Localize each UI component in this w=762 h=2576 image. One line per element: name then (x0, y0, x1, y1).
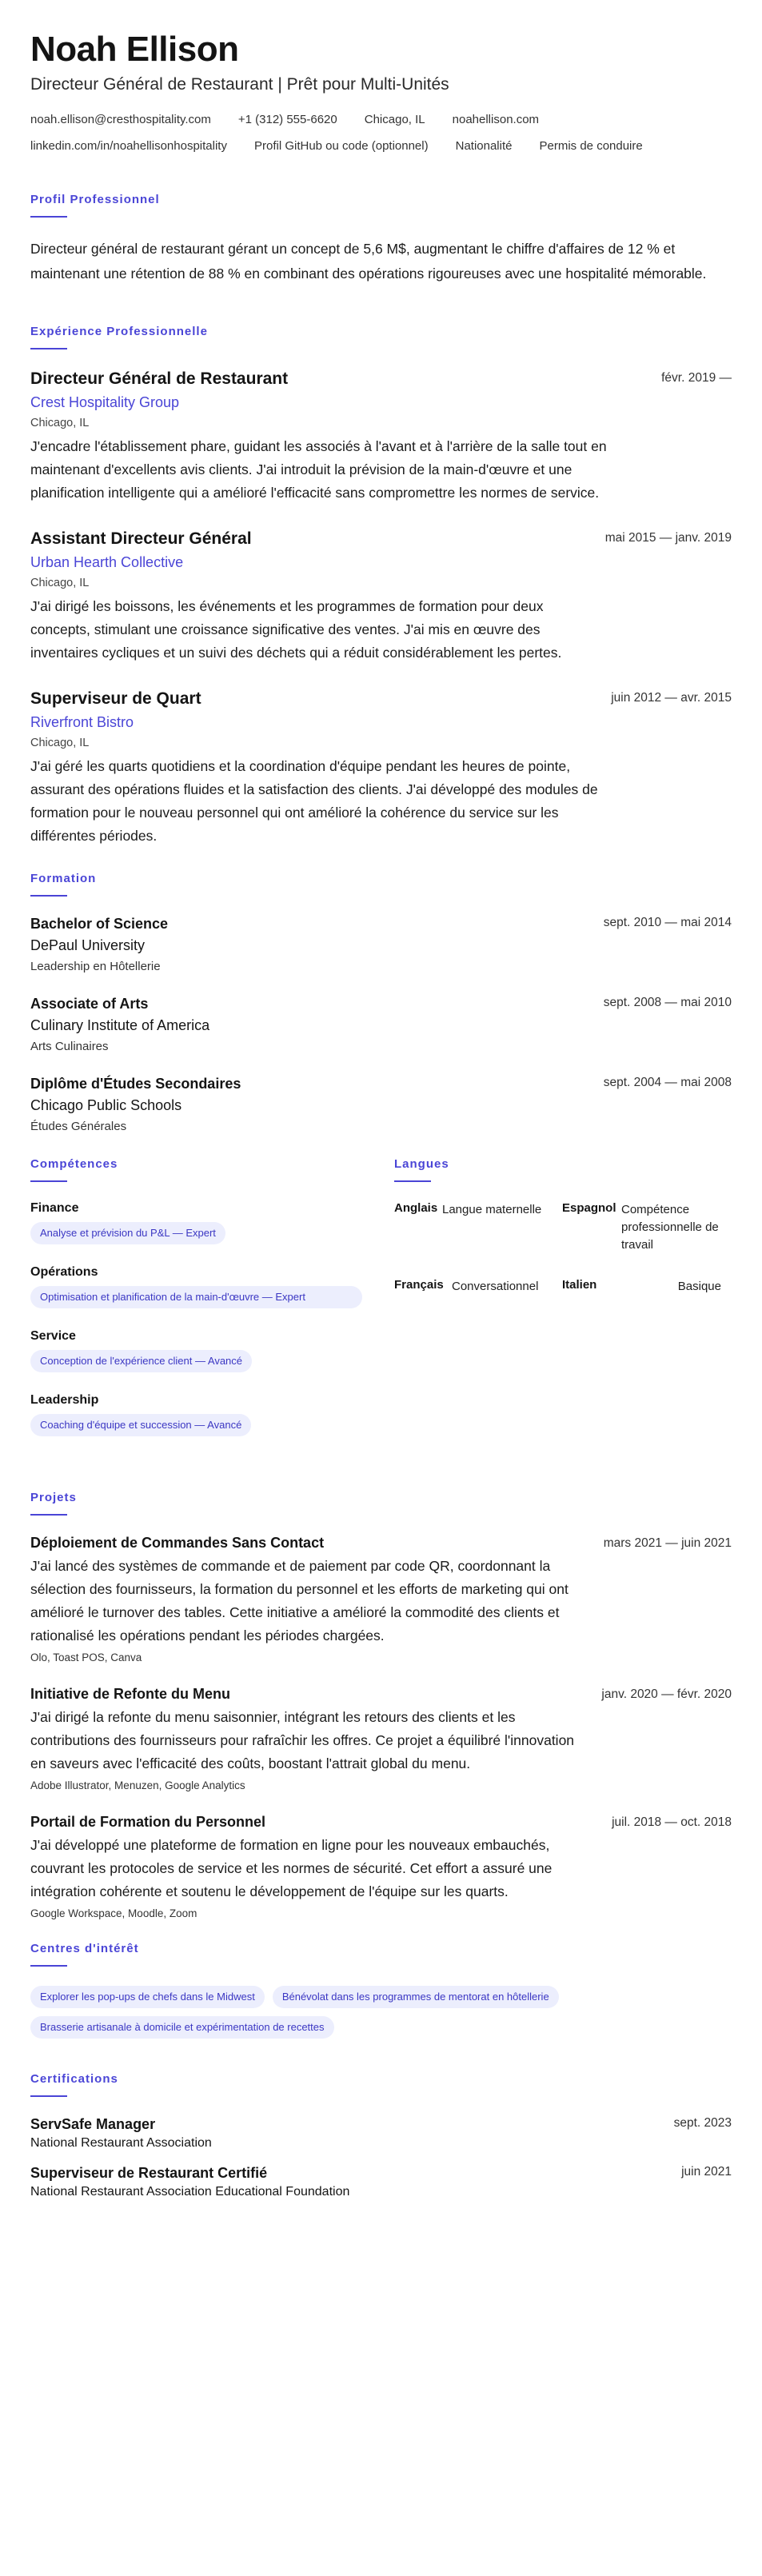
education-dates: sept. 2010 — mai 2014 (603, 916, 732, 929)
language-name: Français (394, 1278, 444, 1292)
job-description: J'ai dirigé les boissons, les événements et les programmes de formation pour deux concepts, stimulant une croissance significative des ventes. J'ai mis en œuvre des inventaires cycliques et un suivi des déchets qui a réduit considérablement les pertes. (30, 598, 562, 661)
contact-email[interactable]: noah.ellison@cresthospitality.com (30, 113, 211, 126)
project-tech: Olo, Toast POS, Canva (30, 1651, 142, 1663)
language-level: Langue maternelle (442, 1203, 542, 1216)
project-description: J'ai lancé des systèmes de commande et de paiement par code QR, coordonnant la sélection des fournisseurs, la formation du personnel et les efforts de marketing qui ont amélioré le turnover des tables. Cette initiative a amélioré la commodité des clients et rationalisé les opérations pendant les périodes chargées. (30, 1558, 569, 1643)
job-title: Directeur Général de Restaurant (30, 369, 289, 388)
languages-section (394, 1157, 732, 1457)
job-location: Chicago, IL (30, 417, 90, 429)
certification-issuer: National Restaurant Association Educational Foundation (30, 2185, 350, 2199)
company-name: Urban Hearth Collective (30, 554, 184, 570)
job-description: J'ai géré les quarts quotidiens et la coordination d'équipe pendant les heures de pointe, assurant des opérations fluides et la satisfaction des clients. J'ai développé des modules de formation pour le nouveau personnel qui ont amélioré la cohérence du service sur les différentes périodes. (30, 758, 598, 844)
interest-pill: Explorer les pop-ups de chefs dans le Midwest (30, 1986, 265, 2008)
profile-section (30, 193, 732, 286)
education-entry (30, 1076, 732, 1133)
degree: Associate of Arts (30, 996, 149, 1012)
language-level: Conversationnel (452, 1280, 539, 1293)
profile-summary: Directeur général de restaurant gérant un concept de 5,6 M$, augmentant le chiffre d'affaires de 12 % et maintenant une rétention de 88 % en combinant des opérations rigoureuses avec une hospitalité mémorable. (30, 241, 707, 282)
field-of-study: Études Générales (30, 1120, 127, 1133)
skills-languages-row (30, 1157, 732, 1457)
contact-location: Chicago, IL (364, 113, 425, 126)
skill-category: Finance (30, 1201, 79, 1215)
project-description: J'ai dirigé la refonte du menu saisonnier, intégrant les retours des clients et les contributions des fournisseurs pour rafraîchir les offres. Ce projet a équilibré l'innovation en saveurs avec l'efficacité des coûts, boostant l'attrait global du menu. (30, 1709, 575, 1771)
skill-category: Opérations (30, 1265, 98, 1279)
project-entry (30, 1814, 732, 1919)
certifications-section (30, 2072, 732, 2199)
section-title: Expérience Professionnelle (30, 325, 208, 338)
interest-pill: Bénévolat dans les programmes de mentorat en hôtellerie (273, 1986, 559, 2008)
degree: Diplôme d'Études Secondaires (30, 1076, 241, 1092)
contact-website[interactable]: noahellison.com (452, 113, 540, 126)
projects-section (30, 1491, 732, 1919)
languages-grid (394, 1201, 732, 1296)
section-divider (30, 895, 67, 897)
section-divider (30, 1180, 67, 1182)
section-title: Formation (30, 872, 97, 885)
school-name: Chicago Public Schools (30, 1097, 182, 1113)
section-title: Compétences (30, 1157, 118, 1171)
candidate-name: Noah Ellison (30, 30, 239, 69)
certification-name: ServSafe Manager (30, 2116, 156, 2132)
skill-group (30, 1329, 394, 1372)
language-name: Espagnol (562, 1201, 616, 1215)
contact-github[interactable]: Profil GitHub ou code (optionnel) (253, 139, 429, 153)
certification-date: juin 2021 (681, 2165, 732, 2179)
contact-linkedin[interactable]: linkedin.com/in/noahellisonhospitality (30, 139, 227, 153)
education-entry (30, 996, 732, 1053)
field-of-study: Leadership en Hôtellerie (30, 960, 161, 973)
school-name: DePaul University (30, 937, 146, 953)
section-title: Projets (30, 1491, 77, 1504)
language-level: Basique (677, 1280, 721, 1293)
headline: Directeur Général de Restaurant | Prêt pour Multi-Unités (30, 75, 449, 94)
contact-nationality: Nationalité (455, 139, 513, 153)
education-entry (30, 916, 732, 973)
language-name: Anglais (394, 1201, 438, 1215)
job-title: Assistant Directeur Général (30, 529, 252, 548)
language-level: Compétence professionnelle de travail (621, 1203, 719, 1252)
section-divider (394, 1180, 431, 1182)
interest-pill: Brasserie artisanale à domicile et expérimentation de recettes (30, 2016, 334, 2039)
project-entry (30, 1686, 732, 1791)
skills-section (30, 1157, 394, 1457)
education-section (30, 872, 732, 1133)
section-divider (30, 1965, 67, 1967)
section-divider (30, 348, 67, 349)
skill-pill: Analyse et prévision du P&L — Expert (30, 1222, 225, 1244)
job-dates: févr. 2019 — (661, 371, 732, 385)
project-dates: janv. 2020 — févr. 2020 (601, 1687, 732, 1701)
experience-entry (30, 689, 732, 848)
interests-section (30, 1942, 732, 2039)
job-dates: mai 2015 — janv. 2019 (604, 531, 732, 545)
skill-pill: Optimisation et planification de la main-d'œuvre — Expert (30, 1286, 362, 1308)
skill-group (30, 1201, 394, 1244)
job-location: Chicago, IL (30, 737, 90, 749)
contact-license: Permis de conduire (539, 139, 643, 153)
skill-pill: Coaching d'équipe et succession — Avancé (30, 1414, 251, 1436)
school-name: Culinary Institute of America (30, 1017, 210, 1033)
section-divider (30, 2095, 67, 2097)
project-title: Déploiement de Commandes Sans Contact (30, 1535, 325, 1551)
interests-list (30, 1986, 686, 2039)
company-name: Crest Hospitality Group (30, 394, 180, 410)
contact-phone[interactable]: +1 (312) 555-6620 (237, 113, 337, 126)
project-title: Portail de Formation du Personnel (30, 1814, 266, 1830)
job-dates: juin 2012 — avr. 2015 (611, 691, 732, 705)
section-title: Certifications (30, 2072, 118, 2086)
skill-pill: Conception de l'expérience client — Avancé (30, 1350, 252, 1372)
skill-group (30, 1265, 394, 1308)
resume-header (30, 29, 732, 154)
experience-entry (30, 369, 732, 505)
project-dates: juil. 2018 — oct. 2018 (612, 1815, 732, 1829)
field-of-study: Arts Culinaires (30, 1040, 109, 1053)
job-description: J'encadre l'établissement phare, guidant les associés à l'avant et à l'arrière de la salle tout en maintenant d'excellents avis clients. J'ai introduit la prévision de la main-d'œuvre et une planification intelligente qui a amélioré l'efficacité sans compromettre les normes de service. (30, 438, 607, 501)
section-title: Langues (394, 1157, 449, 1171)
project-description: J'ai développé une plateforme de formation en ligne pour les nouveaux embauchés, couvrant les protocoles de service et les normes de sécurité. Cet effort a assuré une intégration cohérente et soutenu le développement de l'équipe sur les quarts. (30, 1837, 553, 1899)
company-name: Riverfront Bistro (30, 714, 134, 730)
section-title: Profil Professionnel (30, 193, 160, 206)
project-dates: mars 2021 — juin 2021 (603, 1536, 732, 1550)
skill-group (30, 1393, 394, 1436)
contact-list (30, 112, 732, 154)
certification-date: sept. 2023 (673, 2116, 732, 2130)
language-name: Italien (562, 1278, 597, 1292)
certification-issuer: National Restaurant Association (30, 2136, 212, 2150)
job-title: Superviseur de Quart (30, 689, 201, 708)
job-location: Chicago, IL (30, 577, 90, 589)
degree: Bachelor of Science (30, 916, 169, 932)
experience-entry (30, 529, 732, 665)
certification-entry (30, 2165, 732, 2199)
certification-entry (30, 2116, 732, 2151)
section-title: Centres d'intérêt (30, 1942, 139, 1955)
project-entry (30, 1535, 732, 1663)
experience-section (30, 325, 732, 848)
skill-category: Leadership (30, 1393, 99, 1407)
project-tech: Google Workspace, Moodle, Zoom (30, 1907, 197, 1919)
certification-name: Superviseur de Restaurant Certifié (30, 2165, 268, 2181)
education-dates: sept. 2004 — mai 2008 (603, 1076, 732, 1089)
education-dates: sept. 2008 — mai 2010 (603, 996, 732, 1009)
skill-category: Service (30, 1329, 76, 1343)
project-title: Initiative de Refonte du Menu (30, 1686, 231, 1702)
section-divider (30, 216, 67, 218)
section-divider (30, 1514, 67, 1516)
project-tech: Adobe Illustrator, Menuzen, Google Analytics (30, 1779, 245, 1791)
